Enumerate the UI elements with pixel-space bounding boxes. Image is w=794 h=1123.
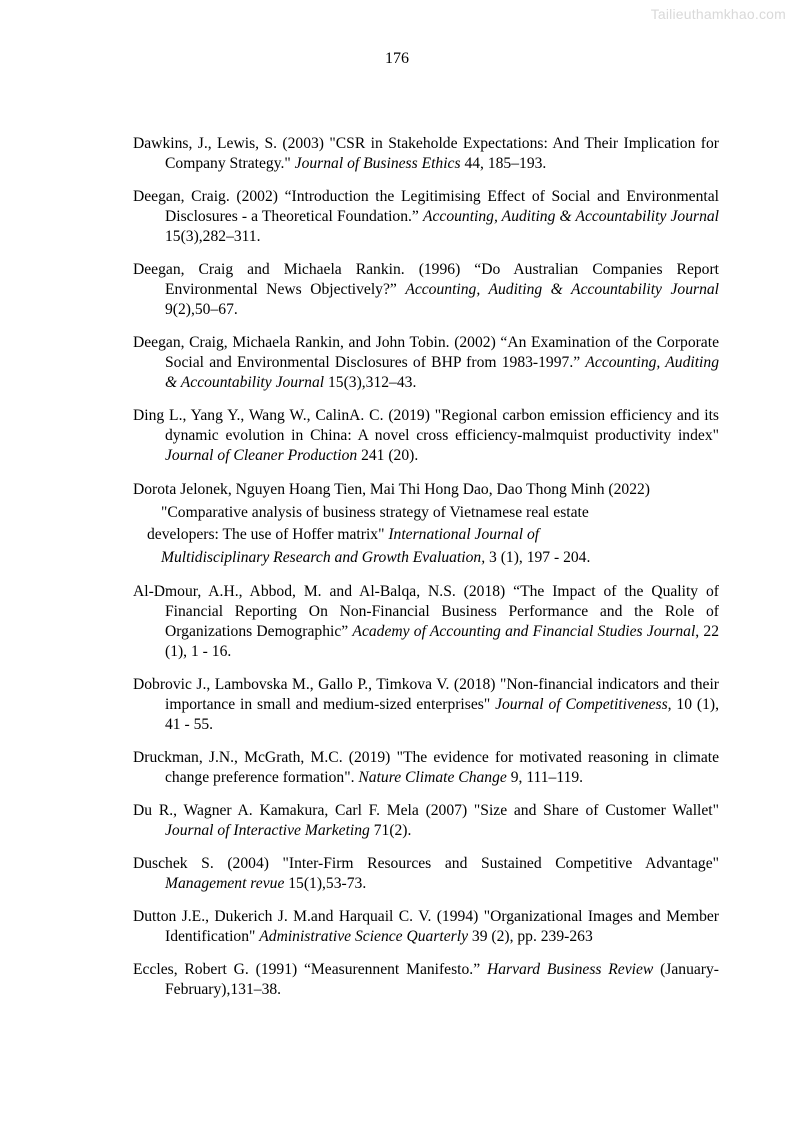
reference-text: Deegan, Craig and Michaela Rankin. (1996) “Do Australian Companies Report Environmental News Objectively?” (133, 261, 719, 298)
journal-title: Accounting, Auditing & Accountability Journal (422, 208, 719, 225)
watermark: Tailieuthamkhao.com (650, 6, 786, 22)
journal-title: Harvard Business Review (486, 961, 654, 978)
journal-title: Management revue (165, 875, 285, 892)
reference-text: Dutton J.E., Dukerich J. M.and Harquail C. V. (1994) "Organizational Images and Member Identification" (133, 908, 719, 945)
journal-title: Journal of Cleaner Production (165, 447, 358, 464)
journal-title: International Journal of (388, 526, 540, 543)
reference-tail: 10 (1), 41 - 55. (165, 696, 719, 733)
reference-item-jelonek (133, 479, 719, 569)
reference-tail: 241 (20). (357, 447, 419, 464)
reference-text: Dawkins, J., Lewis, S. (2003) "CSR in Stakeholde Expectations: And Their Implication for Company Strategy." (133, 135, 719, 172)
reference-item (133, 801, 719, 841)
journal-title: Administrative Science Quarterly (259, 928, 468, 945)
reference-tail: 9, 111–119. (506, 769, 584, 786)
journal-title: Nature Climate Change (358, 769, 507, 786)
reference-item (133, 675, 719, 735)
reference-text: Ding L., Yang Y., Wang W., CalinA. C. (2019) "Regional carbon emission efficiency and its dynamic evolution in China: A novel cross efficiency-malmquist productivity index" (133, 407, 719, 444)
reference-tail: 15(3),312–43. (324, 374, 417, 391)
reference-item (133, 748, 719, 788)
reference-line-2: "Comparative analysis of business strategy of Vietnamese real estate (161, 503, 589, 521)
reference-line-3 (133, 524, 719, 547)
page-number: 176 (385, 50, 409, 67)
reference-tail: 15(3),282–311. (165, 228, 261, 245)
reference-text: Du R., Wagner A. Kamakura, Carl F. Mela (2007) "Size and Share of Customer Wallet" (133, 802, 719, 819)
reference-list (133, 134, 719, 1013)
reference-line-4 (133, 547, 719, 570)
journal-title: Journal of Interactive Marketing (165, 822, 370, 839)
reference-line-1: Dorota Jelonek, Nguyen Hoang Tien, Mai Thi Hong Dao, Dao Thong Minh (2022) (133, 481, 650, 498)
reference-text: Duschek S. (2004) "Inter-Firm Resources and Sustained Competitive Advantage" (133, 855, 719, 872)
reference-tail: 9(2),50–67. (165, 301, 238, 318)
reference-tail: (January-February),131–38. (165, 961, 719, 998)
reference-tail: , 22 (1), 1 - 16. (165, 623, 720, 660)
reference-tail: 71(2). (369, 822, 412, 839)
reference-text: Eccles, Robert G. (1991) “Measurennent Manifesto.” (133, 961, 487, 978)
journal-title: Academy of Accounting and Financial Studies Journal (352, 623, 696, 640)
reference-item (133, 260, 719, 320)
reference-item (133, 854, 719, 894)
reference-tail: 39 (2), pp. 239-263 (468, 928, 593, 945)
reference-tail: 15(1),53-73. (284, 875, 367, 892)
reference-item (133, 960, 719, 1000)
reference-item (133, 333, 719, 393)
journal-title: Accounting, Auditing & Accountability Journal (405, 281, 719, 298)
reference-item (133, 187, 719, 247)
journal-title: Journal of Competitiveness, (495, 696, 672, 713)
journal-title: Journal of Business Ethics (294, 155, 461, 172)
reference-text: Dobrovic J., Lambovska M., Gallo P., Timkova V. (2018) "Non-financial indicators and their importance in small and medium-sized enterprises" (133, 676, 719, 713)
reference-tail: 44, 185–193. (460, 155, 547, 172)
reference-text: Druckman, J.N., McGrath, M.C. (2019) "The evidence for motivated reasoning in climate change preference formation". (133, 749, 719, 786)
reference-item (133, 582, 719, 662)
reference-tail: 3 (1), 197 - 204. (485, 548, 591, 566)
journal-title: Multidisciplinary Research and Growth Evaluation, (161, 548, 486, 566)
reference-text: developers: The use of Hoffer matrix" (147, 526, 389, 543)
reference-text: Deegan, Craig. (2002) “Introduction the Legitimising Effect of Social and Environmental Disclosures - a Theoretical Foundation.” (133, 188, 719, 225)
journal-title: Accounting, Auditing & Accountability Journal (165, 354, 719, 391)
reference-item (133, 907, 719, 947)
reference-text: Deegan, Craig, Michaela Rankin, and John Tobin. (2002) “An Examination of the Corporate Social and Environmental Disclosures of BHP from 1983-1997.” (133, 334, 719, 371)
reference-text: Al-Dmour, A.H., Abbod, M. and Al-Balqa, N.S. (2018) “The Impact of the Quality of Financial Reporting On Non-Financial Business Performance and the Role of Organizations Demographic” (133, 583, 719, 640)
reference-item (133, 134, 719, 174)
reference-item (133, 406, 719, 466)
